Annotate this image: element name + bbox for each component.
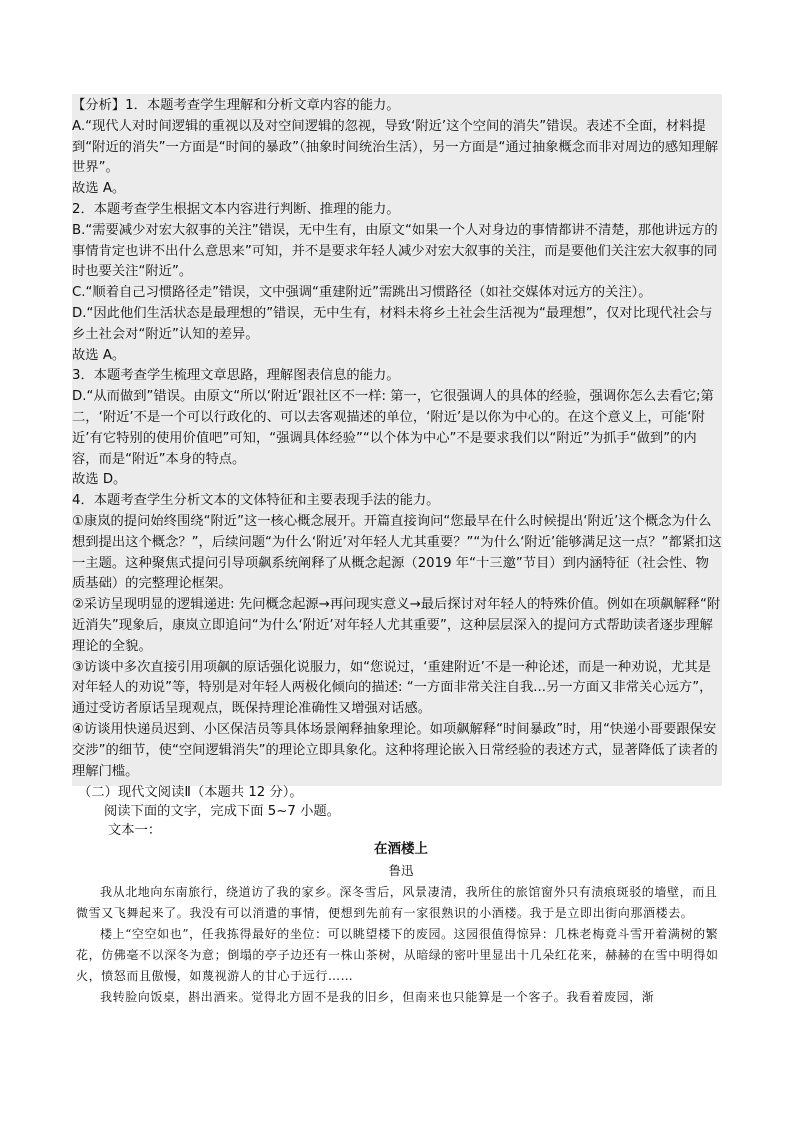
- analysis-block: [72, 94, 722, 786]
- story-paragraph: 我从北地向东南旅行，绕道访了我的家乡。深冬雪后，风景凄清，我所住的旅馆窗外只有渍痕斑驳的墙壁，而且微雪又飞舞起来了。我没有可以消遣的事情，便想到先前有一家很熟识的小酒楼。我于是立即出街向那酒楼去。: [76, 885, 718, 920]
- analysis-point-2: ②采访呈现明显的逻辑递进: 先问概念起源→再问现实意义→最后探讨对年轻人的特殊价值。例如在项飙解释“附近消失”现象后，康岚立即追问“为什么‘附近’对年轻人尤其重要”，这种层层深入的提问方式帮助读者逐步理解理论的全貌。: [72, 597, 721, 654]
- analysis-option-a: A.“现代人对时间逻辑的重视以及对空间逻辑的忽视，导致‘附近’这个空间的消失”错误。表述不全面，材料提到“附近的消失”一方面是“时间的暴政”（抽象时间统治生活），另一方面是“通过抽象概念而非对周边的感知理解世界”。: [72, 118, 719, 176]
- story-paragraph: 楼上“空空如也”，任我拣得最好的坐位：可以眺望楼下的废园。这园很值得惊异：几株老梅竟斗雪开着满树的繁花，仿佛毫不以深冬为意；倒塌的亭子边还有一株山茶树，从暗绿的密叶里显出十几朵红花来，赫赫的在雪中明得如火，愤怒而且傲慢，如蔑视游人的甘心于远行……: [76, 927, 719, 983]
- analysis-point-3: ③访谈中多次直接引用项飙的原话强化说服力，如“您说过，‘重建附近’不是一种论述，而是一种劝说，尤其是对年轻人的劝说”等，特别是对年轻人两极化倾向的描述: “一方面非常关注自我...另一方面又非常关心远方”，通过受访者原话呈现观点，既保持理论准确性又增强对话感。: [72, 659, 713, 717]
- analysis-point-1: ①康岚的提问始终围绕“附近”这一核心概念展开。开篇直接询问“您最早在什么时候提出‘附近’这个概念为什么想到提出这个概念？”，后续问题“为什么‘附近’对年轻人尤其重要？”“为什么‘附近’能够满足这一点？”都紧扣这一主题。这种聚焦式提问引导项飙系统阐释了从概念起源（2019 年“十三邀”节目）到内涵特征（社会性、物质基础）的完整理论框架。: [72, 513, 722, 592]
- answer-line: 故选 A。: [72, 181, 126, 197]
- answer-line: 故选 A。: [72, 347, 126, 363]
- analysis-option-d: D.“因此他们生活状态是最理想的”错误，无中生有，材料未将乡土社会生活视为“最理想”，仅对比现代社会与乡土社会对“附近”认知的差异。: [72, 305, 713, 342]
- instruction: 阅读下面的文字，完成下面 5~7 小题。: [104, 804, 340, 819]
- answer-line: 故选 D。: [72, 472, 127, 488]
- section-header: [78, 783, 728, 840]
- story: [76, 838, 726, 1008]
- analysis-option-c: C.“顺着自己习惯路径走”错误，文中强调“重建附近”需跳出习惯路径（如社交媒体对远方的关注）。: [72, 285, 652, 301]
- analysis-heading: 【分析】1．本题考查学生理解和分析文章内容的能力。: [72, 98, 400, 113]
- analysis-option-d: D.“从而做到”错误。由原文“所以‘附近’跟社区不一样: 第一，它很强调人的具体的经验，强调你怎么去看它;第二，‘附近’不是一个可以行政化的、可以去客观描述的单位，‘附近’是以你为中心的。在这个意义上，可能‘附近’有它特别的使用价值吧”可知，“强调具体经验”“以个体为中心”不是要求我们以“附近”为抓手“做到”的内容，而是“附近”本身的特点。: [72, 389, 714, 467]
- question-4-heading: 4．本题考查学生分析文本的文体特征和主要表现手法的能力。: [72, 493, 440, 509]
- analysis-option-b: B.“需要减少对宏大叙事的关注”错误，无中生有，由原文“如果一个人对身边的事情都讲不清楚，那他讲远方的事情肯定也讲不出什么意思来”可知，并不是要求年轻人减少对宏大叙事的关注，而是要他们关注宏大叙事的同时也要关注“附近”。: [72, 222, 718, 280]
- section-title: （二）现代文阅读Ⅱ（本题共 12 分）。: [78, 785, 303, 800]
- story-paragraph: 我转脸向饭桌，斟出酒来。觉得北方固不是我的旧乡，但南来也只能算是一个客子。我看着废园，渐: [100, 990, 655, 1004]
- text-label: 文本一：: [108, 823, 162, 838]
- question-3-heading: 3．本题考查学生梳理文章思路，理解图表信息的能力。: [72, 368, 400, 384]
- analysis-point-4: ④访谈用快递员迟到、小区保洁员等具体场景阐释抽象理论。如项飙解释“时间暴政”时，用“快递小哥要跟保安交涉”的细节，使“空间逻辑消失”的理论立即具象化。这种将理论嵌入日常经验的表述方式，显著降低了读者的理解门槛。: [72, 721, 718, 779]
- story-title: 在酒楼上: [374, 841, 428, 857]
- question-2-heading: 2．本题考查学生根据文本内容进行判断、推理的能力。: [72, 201, 400, 217]
- story-author: 鲁迅: [388, 863, 414, 878]
